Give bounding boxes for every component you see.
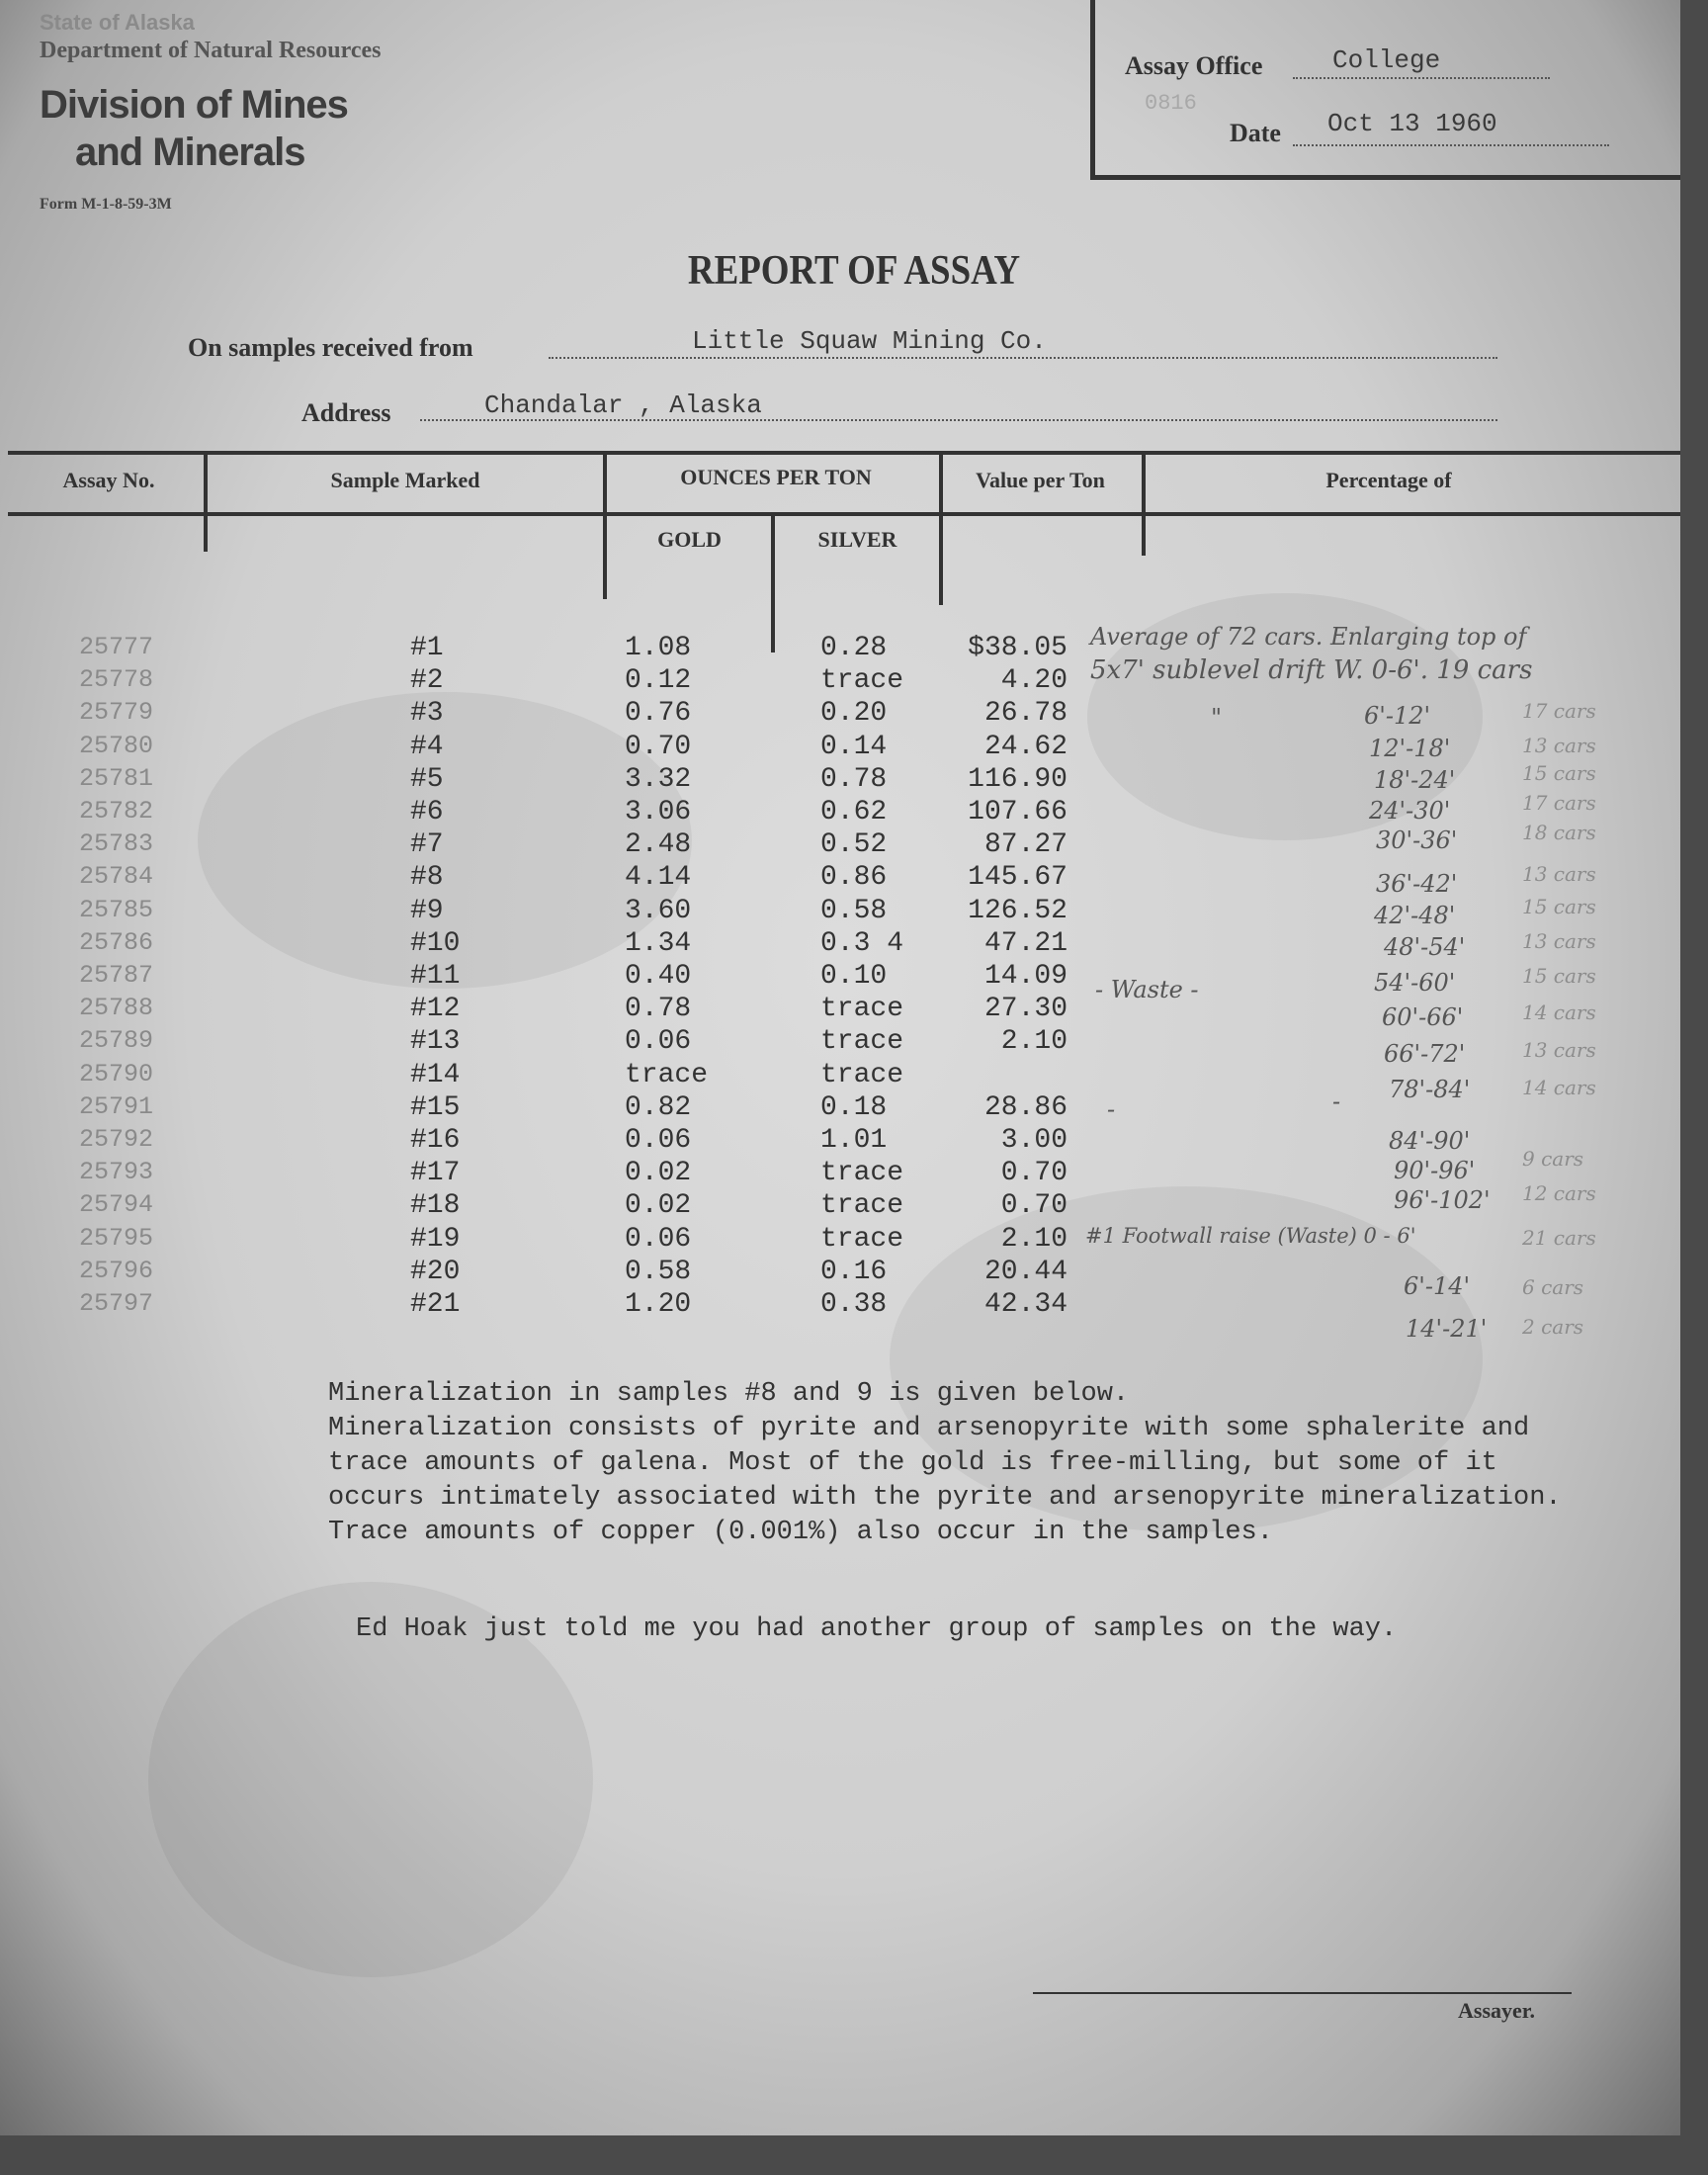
- value-per-ton: 116.90: [968, 764, 1068, 795]
- handwritten-note-1: Average of 72 cars. Enlarging top of: [1090, 623, 1527, 651]
- assay-number: 25778: [79, 665, 154, 694]
- note-line: Mineralization consists of pyrite and arsenopyrite with some sphalerite and: [328, 1414, 1530, 1443]
- handwritten-dash: -: [1107, 1095, 1116, 1123]
- sample-marked: #2: [410, 665, 444, 696]
- report-title: REPORT OF ASSAY: [687, 248, 1021, 294]
- value-per-ton-header: Value per Ton: [976, 468, 1105, 492]
- received-from-label: On samples received from: [188, 333, 473, 362]
- gold-header: GOLD: [657, 527, 722, 552]
- value-per-ton: 126.52: [968, 896, 1068, 926]
- gold-value: 1.08: [625, 633, 692, 663]
- value-per-ton: 87.27: [983, 829, 1068, 860]
- car-count-label: 17 cars: [1522, 699, 1596, 723]
- table-header-rule: [8, 512, 1680, 516]
- car-count-label: 13 cars: [1522, 929, 1596, 953]
- silver-value: 0.28: [820, 633, 888, 663]
- silver-value: 0.58: [820, 896, 888, 926]
- sample-marked: #20: [410, 1257, 461, 1287]
- note-line: Trace amounts of copper (0.001%) also occur in the samples.: [328, 1518, 1273, 1547]
- car-count-label: 14 cars: [1522, 1076, 1596, 1099]
- assay-number: 25789: [79, 1026, 154, 1055]
- gold-value: 3.32: [625, 764, 692, 795]
- car-count-label: 9 cars: [1522, 1147, 1584, 1171]
- division-name: [40, 81, 348, 176]
- form-number: Form M-1-8-59-3M: [40, 196, 172, 213]
- sample-marked: #4: [410, 732, 444, 762]
- state-name: State of Alaska: [40, 10, 195, 35]
- ounces-per-ton-header: OUNCES PER TON: [680, 465, 872, 489]
- gold-value: 4.14: [625, 862, 692, 893]
- sample-marked: #16: [410, 1125, 461, 1156]
- department-name: Department of Natural Resources: [40, 38, 382, 63]
- silver-header: SILVER: [817, 527, 897, 552]
- value-per-ton: 0.70: [1000, 1158, 1068, 1188]
- car-count-label: 6 cars: [1522, 1275, 1584, 1299]
- interval-label: 24'-30': [1369, 797, 1451, 825]
- car-count-label: 15 cars: [1522, 964, 1596, 988]
- silver-value: trace: [820, 1190, 904, 1221]
- interval-label: 30'-36': [1376, 826, 1458, 854]
- signature-line: [1033, 1992, 1572, 1994]
- assay-number: 25781: [79, 764, 154, 793]
- division-line-2: and Minerals: [75, 130, 305, 174]
- interval-label: 6'-12': [1364, 702, 1431, 730]
- interval-label: 54'-60': [1374, 969, 1456, 997]
- gold-value: 1.20: [625, 1289, 692, 1320]
- silver-value: 0.18: [820, 1092, 888, 1123]
- sample-marked: #15: [410, 1092, 461, 1123]
- assay-office-label: Assay Office: [1125, 51, 1263, 80]
- sample-marked: #10: [410, 928, 461, 959]
- assay-no-header: Assay No.: [62, 468, 155, 492]
- car-count-label: 18 cars: [1522, 821, 1596, 844]
- car-count-label: 14 cars: [1522, 1000, 1596, 1024]
- assay-number: 25783: [79, 829, 154, 858]
- silver-value: 0.62: [820, 797, 888, 827]
- silver-value: trace: [820, 1060, 904, 1090]
- date-value: Oct 13 1960: [1327, 109, 1497, 138]
- address-label: Address: [301, 398, 391, 427]
- assay-number: 25788: [79, 994, 154, 1022]
- handwritten-note-2: 5x7' sublevel drift W. 0-6'. 19 cars: [1090, 655, 1533, 685]
- car-count-label: 13 cars: [1522, 862, 1596, 886]
- gold-value: 0.06: [625, 1026, 692, 1057]
- assay-number: 25796: [79, 1257, 154, 1285]
- value-per-ton: 27.30: [983, 994, 1068, 1024]
- sample-marked: #1: [410, 633, 444, 663]
- sample-marked: #3: [410, 698, 444, 729]
- interval-label: 14'-21': [1406, 1315, 1488, 1343]
- silver-value: trace: [820, 1224, 904, 1255]
- interval-label: 36'-42': [1376, 870, 1458, 898]
- interval-label: 12'-18': [1369, 735, 1451, 762]
- sample-marked: #21: [410, 1289, 461, 1320]
- interval-label: 6'-14': [1404, 1272, 1471, 1300]
- sample-marked: #6: [410, 797, 444, 827]
- interval-label: 84'-90': [1389, 1127, 1471, 1155]
- assay-number: 25777: [79, 633, 154, 661]
- gold-value: 0.82: [625, 1092, 692, 1123]
- assay-number: 25790: [79, 1060, 154, 1088]
- sample-marked: #14: [410, 1060, 461, 1090]
- mineralization-notes: [328, 1377, 1613, 1550]
- assay-number: 25787: [79, 961, 154, 990]
- value-per-ton: 107.66: [968, 797, 1068, 827]
- silver-value: trace: [820, 1026, 904, 1057]
- sample-marked: #12: [410, 994, 461, 1024]
- value-per-ton: 28.86: [983, 1092, 1068, 1123]
- car-count-label: 17 cars: [1522, 791, 1596, 815]
- car-count-label: 13 cars: [1522, 1038, 1596, 1062]
- value-per-ton: 42.34: [983, 1289, 1068, 1320]
- silver-value: 0.3 4: [820, 928, 904, 959]
- interval-label: 42'-48': [1374, 902, 1456, 929]
- handwritten-dash-2: -: [1332, 1088, 1341, 1115]
- gold-value: 0.02: [625, 1158, 692, 1188]
- assay-office-box: [1090, 0, 1680, 180]
- date-label: Date: [1230, 119, 1281, 147]
- gold-value: 3.06: [625, 797, 692, 827]
- sample-marked-header: Sample Marked: [330, 468, 480, 492]
- assay-number: 25786: [79, 928, 154, 957]
- assay-number: 25791: [79, 1092, 154, 1121]
- gold-value: 0.02: [625, 1190, 692, 1221]
- assay-number: 25794: [79, 1190, 154, 1219]
- gold-value: 0.40: [625, 961, 692, 992]
- sample-marked: #19: [410, 1224, 461, 1255]
- sample-marked: #11: [410, 961, 461, 992]
- silver-value: trace: [820, 665, 904, 696]
- car-count-label: 12 cars: [1522, 1181, 1596, 1205]
- car-count-label: 13 cars: [1522, 734, 1596, 757]
- assay-number: 25785: [79, 896, 154, 924]
- assay-number: 25797: [79, 1289, 154, 1318]
- gold-value: 0.12: [625, 665, 692, 696]
- assay-number: 25782: [79, 797, 154, 826]
- silver-value: 0.38: [820, 1289, 888, 1320]
- interval-label: 96'-102': [1394, 1186, 1491, 1214]
- note-line: Mineralization in samples #8 and 9 is given below.: [328, 1379, 1130, 1409]
- value-per-ton: $38.05: [968, 633, 1068, 663]
- gold-value: 1.34: [625, 928, 692, 959]
- interval-label: 18'-24': [1374, 766, 1456, 794]
- address-value: Chandalar , Alaska: [484, 391, 762, 420]
- interval-label: 48'-54': [1384, 933, 1466, 961]
- silver-value: trace: [820, 994, 904, 1024]
- car-count-label: 15 cars: [1522, 895, 1596, 918]
- value-per-ton: 2.10: [1000, 1026, 1068, 1057]
- division-line-1: Division of Mines: [40, 83, 348, 127]
- footnote: Ed Hoak just told me you had another group of samples on the way.: [356, 1614, 1398, 1644]
- value-per-ton: 2.10: [1000, 1224, 1068, 1255]
- received-from-value: Little Squaw Mining Co.: [692, 326, 1047, 356]
- gold-value: 0.76: [625, 698, 692, 729]
- note-line: occurs intimately associated with the pyrite and arsenopyrite mineralization.: [328, 1483, 1562, 1513]
- sample-marked: #17: [410, 1158, 461, 1188]
- sample-marked: #9: [410, 896, 444, 926]
- sample-marked: #8: [410, 862, 444, 893]
- silver-value: 0.52: [820, 829, 888, 860]
- table-top-rule: [8, 451, 1680, 455]
- value-per-ton: 145.67: [968, 862, 1068, 893]
- sample-marked: #13: [410, 1026, 461, 1057]
- value-per-ton: 24.62: [983, 732, 1068, 762]
- interval-label: 60'-66': [1382, 1003, 1464, 1031]
- value-per-ton: 26.78: [983, 698, 1068, 729]
- stamp-number: 0816: [1145, 91, 1197, 116]
- value-per-ton: 14.09: [983, 961, 1068, 992]
- silver-value: 0.86: [820, 862, 888, 893]
- handwritten-footwall-note: #1 Footwall raise (Waste) 0 - 6': [1085, 1224, 1416, 1248]
- handwritten-waste-note: - Waste -: [1095, 976, 1199, 1003]
- silver-value: 1.01: [820, 1125, 888, 1156]
- gold-value: trace: [625, 1060, 709, 1090]
- sample-marked: #5: [410, 764, 444, 795]
- value-per-ton: 0.70: [1000, 1190, 1068, 1221]
- silver-value: 0.10: [820, 961, 888, 992]
- assay-number: 25795: [79, 1224, 154, 1253]
- assay-number: 25784: [79, 862, 154, 891]
- interval-label: 90'-96': [1394, 1157, 1476, 1184]
- value-per-ton: 4.20: [1000, 665, 1068, 696]
- silver-value: 0.20: [820, 698, 888, 729]
- value-per-ton: 47.21: [983, 928, 1068, 959]
- sample-marked: #7: [410, 829, 444, 860]
- interval-label: 66'-72': [1384, 1040, 1466, 1068]
- gold-value: 0.06: [625, 1224, 692, 1255]
- value-per-ton: 20.44: [983, 1257, 1068, 1287]
- sample-marked: #18: [410, 1190, 461, 1221]
- handwritten-ditto: ": [1211, 704, 1223, 732]
- gold-value: 0.70: [625, 732, 692, 762]
- gold-value: 2.48: [625, 829, 692, 860]
- car-count-label: 15 cars: [1522, 761, 1596, 785]
- assay-number: 25779: [79, 698, 154, 727]
- gold-value: 3.60: [625, 896, 692, 926]
- assayer-label: Assayer.: [1458, 1998, 1536, 2023]
- silver-value: 0.16: [820, 1257, 888, 1287]
- assay-number: 25792: [79, 1125, 154, 1154]
- assay-number: 25793: [79, 1158, 154, 1186]
- value-per-ton: 3.00: [1000, 1125, 1068, 1156]
- assay-office-value: College: [1332, 45, 1441, 75]
- gold-value: 0.78: [625, 994, 692, 1024]
- car-count-label: 21 cars: [1522, 1226, 1596, 1250]
- interval-label: 78'-84': [1389, 1076, 1471, 1103]
- car-count-label: 2 cars: [1522, 1315, 1584, 1339]
- silver-value: trace: [820, 1158, 904, 1188]
- percentage-of-header: Percentage of: [1325, 468, 1452, 492]
- note-line: trace amounts of galena. Most of the gold is free-milling, but some of it: [328, 1448, 1497, 1478]
- silver-value: 0.14: [820, 732, 888, 762]
- silver-value: 0.78: [820, 764, 888, 795]
- gold-value: 0.58: [625, 1257, 692, 1287]
- assay-number: 25780: [79, 732, 154, 760]
- gold-value: 0.06: [625, 1125, 692, 1156]
